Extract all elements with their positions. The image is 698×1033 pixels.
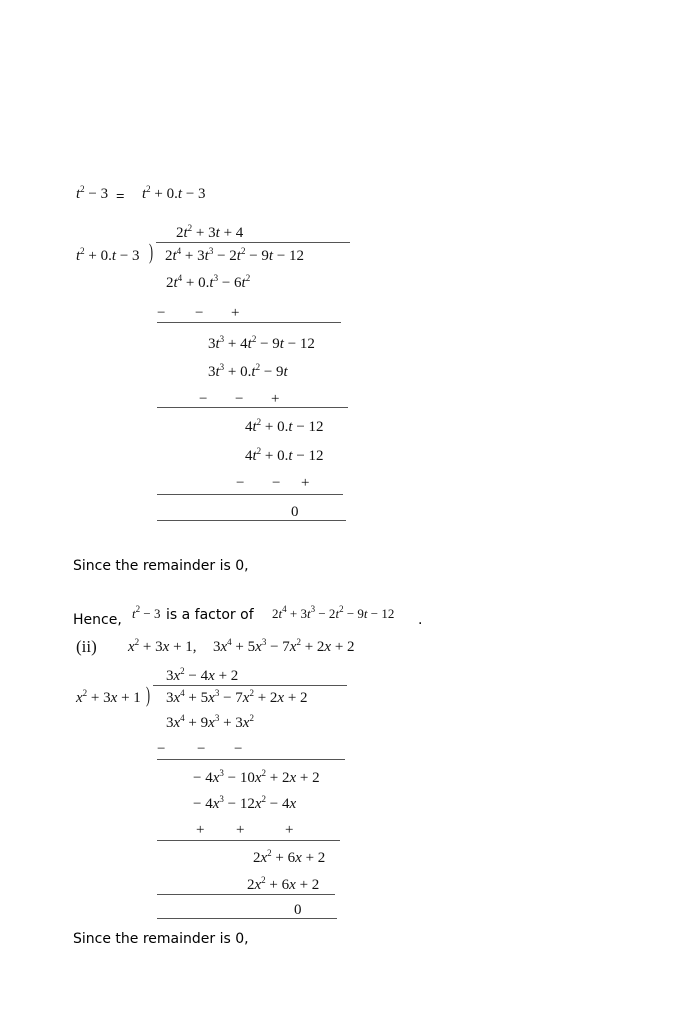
sign-plus: +	[301, 475, 310, 491]
sign-minus: −	[199, 391, 208, 407]
step-line	[157, 918, 337, 919]
dividend-2: $3x^4 + 5x^3 - 7x^2 + 2x + 2$	[166, 688, 308, 706]
step-line	[157, 407, 348, 408]
quotient-1: $2t^2 + 3t + 4$	[176, 223, 244, 241]
step-line	[157, 840, 340, 841]
subtract-row-1a: $2t^4 + 0.t^3 - 6t^2$	[166, 273, 251, 291]
step-line	[157, 494, 343, 495]
divisor-2: $x^2 + 3x + 1$	[76, 688, 141, 706]
since-remainder-text-2: Since the remainder is 0,	[73, 931, 249, 947]
identity-lhs: $t^2 - 3$	[76, 184, 109, 202]
since-remainder-text-1: Since the remainder is 0,	[73, 558, 249, 574]
dividend-1: $2t^4 + 3t^3 - 2t^2 - 9t - 12$	[165, 246, 305, 264]
division-bracket-1: )	[149, 239, 154, 264]
sign-plus: +	[236, 822, 245, 838]
remainder-row-1b: $4t^2 + 0.t - 12$	[245, 417, 324, 435]
identity-rhs: $t^2 + 0.t - 3$	[142, 184, 206, 202]
remainder-row-1a: $3t^3 + 4t^2 - 9t - 12$	[208, 334, 315, 352]
sign-minus: −	[234, 741, 243, 757]
sign-minus: −	[236, 475, 245, 491]
step-line	[157, 759, 345, 760]
sign-minus: −	[235, 391, 244, 407]
sign-minus: −	[157, 305, 166, 321]
sign-minus: −	[197, 741, 206, 757]
hence-mid-text: is a factor of	[166, 607, 254, 623]
remainder-row-2a: − $4x^3 - 10x^2 + 2x + 2$	[193, 768, 320, 786]
sign-minus: −	[157, 741, 166, 757]
divisor-1: $t^2 + 0.t - 3$	[76, 246, 140, 264]
subtract-row-1b: $3t^3 + 0.t^2 - 9t$	[208, 362, 288, 380]
final-remainder-2: 0	[294, 902, 302, 918]
sign-minus: −	[272, 475, 281, 491]
part-ii-label: (ii)	[76, 637, 97, 656]
division-bracket-2: )	[146, 682, 151, 707]
part-ii-divisor: $x^2 + 3x + 1$,	[128, 637, 197, 655]
identity-equals: =	[116, 189, 125, 205]
subtract-row-2a: $3x^4 + 9x^3 + 3x^2$	[166, 713, 254, 731]
step-line	[157, 520, 346, 521]
step-line	[157, 894, 335, 895]
subtract-row-2b: − $4x^3 - 12x^2 - 4x$	[193, 794, 297, 812]
part-ii-polynomial: $3x^4 + 5x^3 - 7x^2 + 2x + 2$	[213, 637, 355, 655]
sign-minus: −	[195, 305, 204, 321]
remainder-row-2b: $2x^2 + 6x + 2$	[253, 848, 326, 866]
step-line	[157, 322, 341, 323]
subtract-row-2c: $2x^2 + 6x + 2$	[247, 875, 320, 893]
subtract-row-1c: $4t^2 + 0.t - 12$	[245, 446, 324, 464]
quotient-2: $3x^2 - 4x + 2$	[166, 666, 239, 684]
sign-plus: +	[271, 391, 280, 407]
hence-label: Hence,	[73, 612, 122, 628]
hence-polynomial: $2t^4 + 3t^3 - 2t^2 - 9t - 12$	[272, 604, 395, 621]
final-remainder-1: 0	[291, 504, 299, 520]
division-bar-2	[153, 685, 347, 686]
division-bar-1	[156, 242, 350, 243]
sign-plus: +	[196, 822, 205, 838]
hence-factor-expr: $t^2 - 3$	[132, 604, 161, 621]
hence-period: .	[418, 612, 423, 628]
sign-plus: +	[285, 822, 294, 838]
sign-plus: +	[231, 305, 240, 321]
